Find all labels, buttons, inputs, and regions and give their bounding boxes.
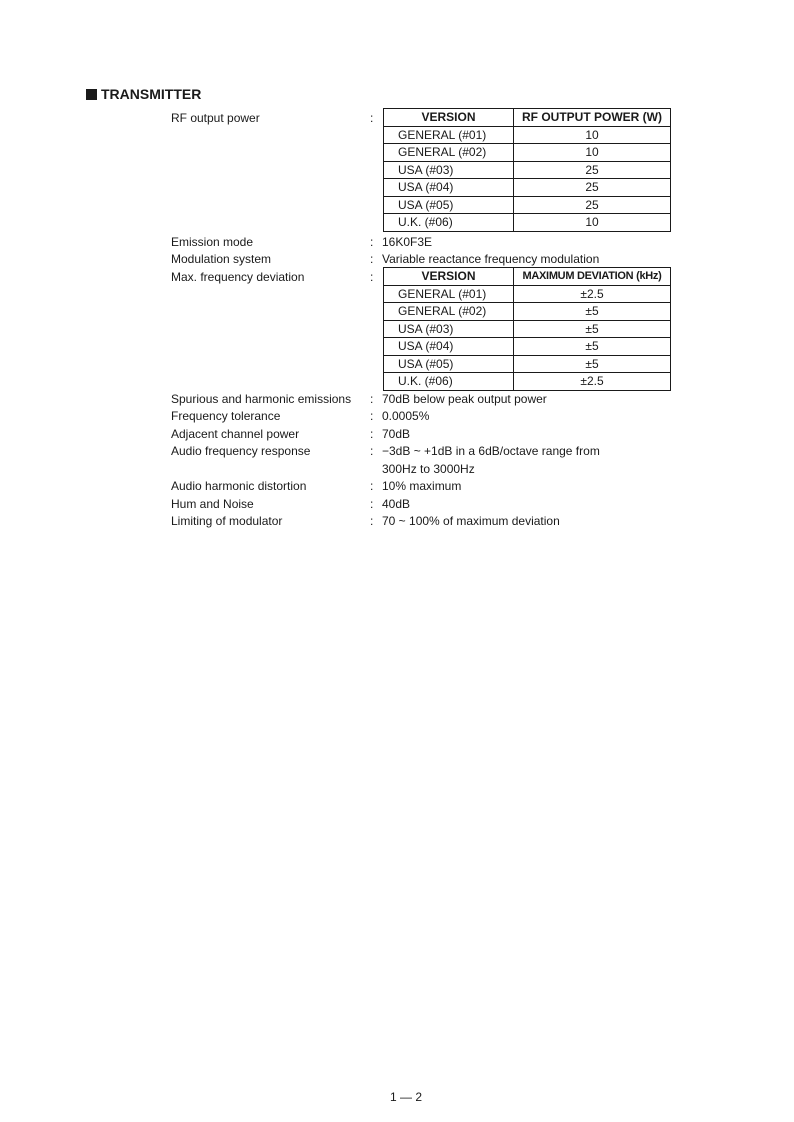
section-heading [86,86,201,102]
column-header-version: VERSION [384,109,514,127]
value-cell: ±5 [514,338,671,356]
section-title: TRANSMITTER [101,86,202,102]
version-cell: GENERAL (#02) [384,144,514,162]
hum-and-noise-value: 40dB [382,497,411,511]
version-cell: GENERAL (#02) [384,303,514,321]
adjacent-channel-power-colon: : [370,427,374,441]
table-row [384,126,671,144]
modulation-system-colon: : [370,252,374,266]
emission-mode-colon: : [370,235,374,249]
table-row [384,144,671,162]
table-row [384,214,671,232]
table-row [384,338,671,356]
frequency-tolerance-colon: : [370,409,374,423]
frequency-tolerance-label: Frequency tolerance [171,409,281,423]
limiting-of-modulator-value: 70 ~ 100% of maximum deviation [382,514,560,528]
version-cell: U.K. (#06) [384,373,514,391]
value-cell: ±5 [514,355,671,373]
spurious-emissions-label: Spurious and harmonic emissions [171,392,352,406]
modulation-system-label: Modulation system [171,252,272,266]
hum-and-noise-colon: : [370,497,374,511]
table-row [384,285,671,303]
value-cell: ±5 [514,303,671,321]
limiting-of-modulator-colon: : [370,514,374,528]
version-cell: USA (#05) [384,355,514,373]
audio-frequency-response-label: Audio frequency response [171,444,311,458]
audio-frequency-response-value-line2: 300Hz to 3000Hz [382,462,475,476]
version-cell: USA (#04) [384,338,514,356]
value-cell: 10 [514,126,671,144]
max-deviation-table [383,267,671,391]
value-cell: 10 [514,144,671,162]
audio-harmonic-distortion-value: 10% maximum [382,479,462,493]
table-row [384,196,671,214]
spurious-emissions-value: 70dB below peak output power [382,392,547,406]
version-cell: USA (#04) [384,179,514,197]
version-cell: USA (#03) [384,320,514,338]
square-bullet-icon [86,89,97,100]
modulation-system-value: Variable reactance frequency modulation [382,252,600,266]
table-row [384,355,671,373]
audio-harmonic-distortion-colon: : [370,479,374,493]
page-number: 1 — 2 [389,1090,422,1104]
version-cell: GENERAL (#01) [384,126,514,144]
version-cell: USA (#05) [384,196,514,214]
audio-frequency-response-colon: : [370,444,374,458]
column-header-maximum-deviation: MAXIMUM DEVIATION (kHz) [514,268,671,286]
version-cell: USA (#03) [384,161,514,179]
table-header-row [384,109,671,127]
value-cell: ±2.5 [514,285,671,303]
table-row [384,373,671,391]
version-cell: GENERAL (#01) [384,285,514,303]
max-deviation-label: Max. frequency deviation [171,270,305,284]
rf-power-table [383,108,671,232]
version-cell: U.K. (#06) [384,214,514,232]
value-cell: 25 [514,196,671,214]
table-row [384,320,671,338]
table-row [384,303,671,321]
column-header-rf-output-power: RF OUTPUT POWER (W) [514,109,671,127]
max-deviation-colon: : [370,270,374,284]
audio-frequency-response-value: −3dB ~ +1dB in a 6dB/octave range from [382,444,600,458]
adjacent-channel-power-value: 70dB [382,427,411,441]
audio-harmonic-distortion-label: Audio harmonic distortion [171,479,307,493]
hum-and-noise-label: Hum and Noise [171,497,254,511]
rf-power-label: RF output power [171,111,260,125]
rf-power-colon: : [370,111,374,125]
table-header-row [384,268,671,286]
table-row [384,161,671,179]
value-cell: 10 [514,214,671,232]
value-cell: 25 [514,161,671,179]
value-cell: 25 [514,179,671,197]
emission-mode-value: 16K0F3E [382,235,433,249]
spurious-emissions-colon: : [370,392,374,406]
adjacent-channel-power-label: Adjacent channel power [171,427,300,441]
emission-mode-label: Emission mode [171,235,254,249]
value-cell: ±5 [514,320,671,338]
column-header-version: VERSION [384,268,514,286]
limiting-of-modulator-label: Limiting of modulator [171,514,283,528]
value-cell: ±2.5 [514,373,671,391]
table-row [384,179,671,197]
frequency-tolerance-value: 0.0005% [382,409,430,423]
